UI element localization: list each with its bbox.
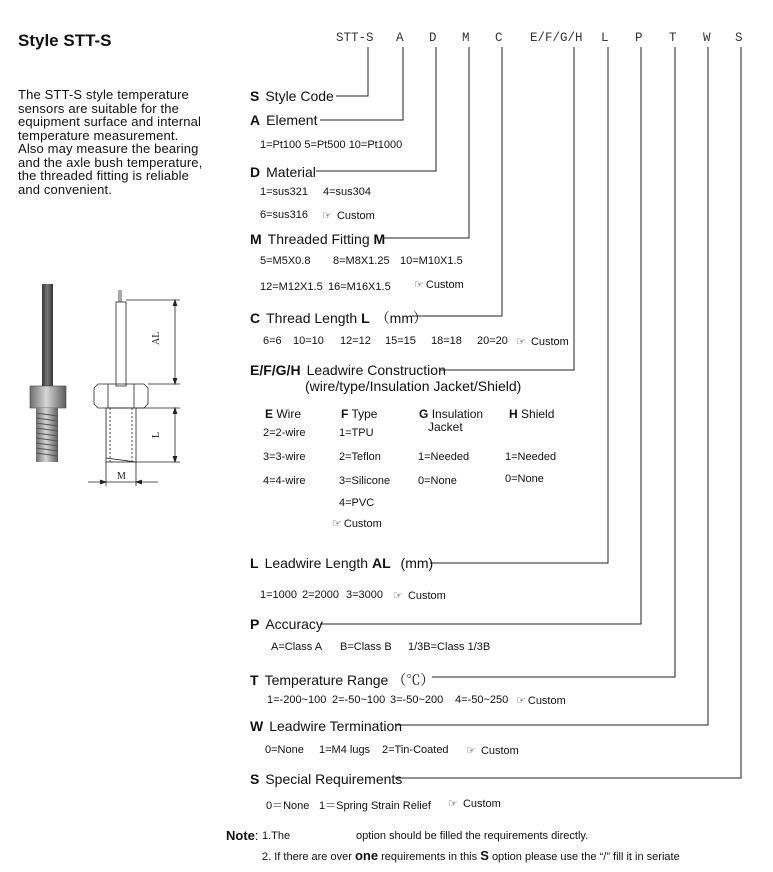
leadwire-length-option-custom: ☞ Custom [393,590,446,602]
section-label: Element [266,112,318,128]
material-option: 1=sus321 [260,186,309,198]
section-unit: （℃） [392,672,435,688]
code-a: A [396,31,404,45]
code-c: C [495,31,503,45]
accuracy-option: A=Class A [271,641,323,653]
section-key: T [250,672,259,688]
section-label: Temperature Range [264,672,389,688]
special-option-custom: ☞ Custom [448,798,501,810]
material-option: 4=sus304 [323,186,372,198]
accuracy-option: B=Class B [340,641,392,653]
length-option: 6=6 [263,335,282,347]
sensor-drawing [18,280,193,490]
fitting-option: 5=M5X0.8 [260,255,311,267]
hand-pointer-icon: ☞ [448,798,458,810]
code-m: M [462,31,470,45]
hand-pointer-icon: ☞ [393,590,403,602]
description-line: temperature measurement. [18,127,179,143]
fitting-option: 12=M12X1.5 [260,281,323,293]
description-line: Also may measure the bearing [18,141,199,156]
code-t: T [669,31,677,45]
dimension-l: L [151,431,162,438]
section-key: L [250,555,259,571]
note-line1-start: 1.The [262,830,291,842]
length-option: 18=18 [431,335,462,347]
type-option: 1=TPU [339,427,374,439]
accuracy-option: 1/3B=Class 1/3B [408,641,491,653]
section-label: Leadwire Length [264,555,369,571]
wire-header: E Wire [265,407,302,421]
section-key: D [250,164,261,180]
code-s: S [735,31,743,45]
type-header: F Type [341,407,378,421]
temperature-option: 1=-200~100 [267,694,327,706]
section-key: A [250,112,261,128]
code-w: W [703,31,711,45]
jacket-option: 0=None [418,475,457,487]
temperature-option-custom: ☞ Custom [516,695,566,707]
wire-option: 2=2-wire [263,427,306,439]
special-option: 1＝Spring Strain Relief [319,800,431,812]
section-key: C [250,310,261,326]
section-label-bold: AL [371,555,391,571]
section-label: Leadwire Construction [306,362,446,378]
section-label: Threaded Fitting [267,231,370,247]
note-line1-end: option should be filled the requirements directly. [356,830,589,842]
hand-pointer-icon: ☞ [414,279,424,291]
section-key: S [250,771,260,787]
section-key: S [250,88,260,104]
section-key: M [250,231,262,247]
wire-option: 3=3-wire [263,451,306,463]
section-sublabel: (wire/type/Insulation Jacket/Shield) [305,378,522,394]
code-d: D [429,31,437,45]
dimension-m: M [117,471,126,482]
note-label: Note: [226,828,259,843]
dimension-al: AL [151,331,162,345]
description-line: and convenient. [18,181,113,197]
dimension-drawing [88,290,180,486]
section-key: W [250,718,264,734]
termination-option: 0=None [265,744,304,756]
description-line: and the axle bush temperature, [18,154,203,170]
section-label: Leadwire Termination [269,718,403,734]
temperature-option: 4=-50~250 [455,694,509,706]
termination-option: 1=M4 lugs [319,744,371,756]
special-option: 0＝None [266,800,310,812]
section-unit: （mm） [375,310,427,326]
page-title: Style STT-S [18,31,112,50]
section-label: Style Code [265,88,334,104]
section-leadwire-construction [250,362,446,378]
code-p: P [635,31,643,45]
leadwire-length-option: 3=3000 [346,589,384,601]
length-option: 12=12 [340,335,371,347]
section-label: Thread Length [266,310,358,326]
jacket-option: 1=Needed [418,451,470,463]
section-label-bold: M [373,231,386,247]
hand-pointer-icon: ☞ [322,210,332,222]
fitting-option-custom: ☞ Custom [414,279,464,291]
note-line2: 2. If there are over one requirements in this S option please use the “/” fill it in seriate [262,848,680,863]
termination-option-custom: ☞ Custom [466,745,519,757]
leadwire-length-option: 2=2000 [302,589,340,601]
temperature-option: 2=-50~100 [332,694,386,706]
section-key: P [250,616,260,632]
shield-option: 0=None [505,473,544,485]
section-threaded-fitting [250,231,391,247]
temperature-option: 3=-50~200 [390,694,444,706]
section-label-bold: L [361,310,370,326]
section-thread-length [250,308,427,328]
type-option: 3=Silicone [339,475,391,487]
section-style-code [250,88,334,104]
section-accuracy [250,616,323,632]
material-option: 6=sus316 [260,209,309,221]
jacket-header: G Insulation [419,407,484,421]
shield-header: H Shield [509,407,555,421]
fitting-option: 16=M16X1.5 [328,281,391,293]
length-option: 10=10 [293,335,324,347]
length-option: 20=20 [477,335,508,347]
section-temperature-range [250,670,434,690]
type-option-custom: ☞ Custom [332,518,382,530]
description-line: equipment surface and internal [18,114,202,129]
code-style: STT-S [336,31,374,45]
type-option: 2=Teflon [339,451,381,463]
material-option-custom: ☞ Custom [322,210,375,222]
section-material [250,164,316,180]
leadwire-length-option: 1=1000 [260,589,298,601]
wire-option: 4=4-wire [263,475,306,487]
description-line: The STT-S style temperature [18,87,189,102]
description-line: the threaded fitting is reliable [18,168,190,183]
element-option: 1=Pt100 5=Pt500 10=Pt1000 [260,139,403,151]
section-label: Special Requirements [265,771,403,787]
hand-pointer-icon: ☞ [516,695,526,707]
termination-option: 2=Tin-Coated [382,744,449,756]
fitting-option: 10=M10X1.5 [400,255,463,267]
hand-pointer-icon: ☞ [516,336,526,348]
description-line: sensors are suitable for the [18,100,180,116]
section-key: E/F/G/H [250,362,301,378]
hand-pointer-icon: ☞ [332,518,342,530]
section-label: Accuracy [265,616,323,632]
section-leadwire-length [250,555,433,571]
section-leadwire-termination [250,718,402,734]
section-label: Material [266,164,316,180]
length-option: 15=15 [385,335,416,347]
code-l: L [601,31,609,45]
hand-pointer-icon: ☞ [466,745,476,757]
code-efgh: E/F/G/H [530,31,583,45]
section-element [250,112,317,128]
length-option-custom: ☞ Custom [516,336,569,348]
sensor-photo [30,284,66,462]
section-unit: (mm) [400,555,434,571]
shield-option: 1=Needed [505,451,557,463]
fitting-option: 8=M8X1.25 [333,255,390,267]
section-special-requirements [250,771,402,787]
type-option: 4=PVC [339,497,375,509]
jacket-header-line2: Jacket [428,420,463,434]
